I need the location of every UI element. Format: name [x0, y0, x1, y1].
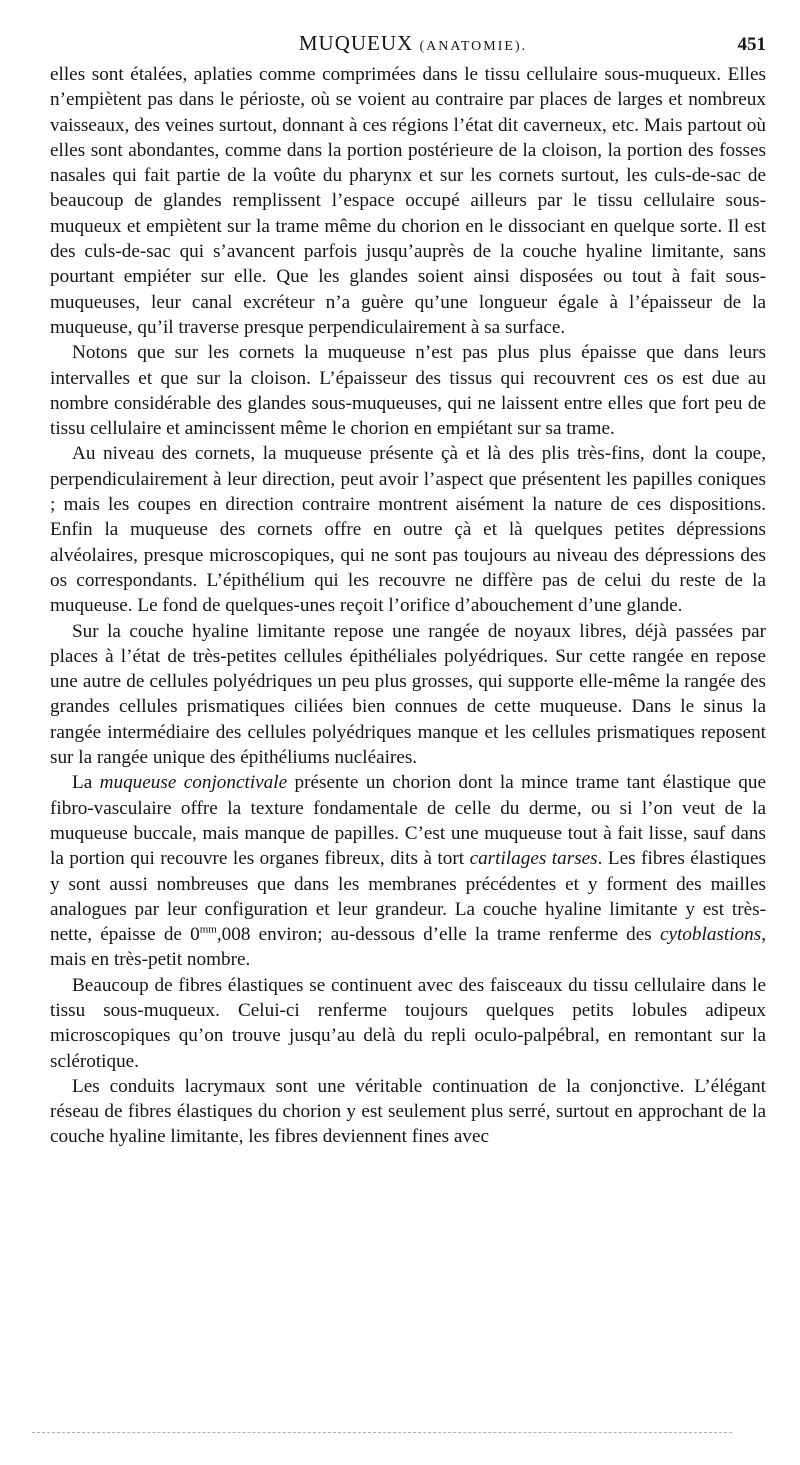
text-run: présente un chorion dont la mince trame tant élastique que fibro-vasculaire offre la texture fondamentale de celle du derme, ou si l’on veut de la muqueuse buccale, mais manque de papilles. C’est une muqueuse tout à fait lisse, sauf dans la portion qui recouvre les organes fibreux, dits à tort	[50, 772, 766, 870]
footer-rule	[32, 1432, 732, 1433]
paragraph	[50, 770, 766, 972]
italic-term: muqueuse conjonctivale	[99, 772, 288, 794]
text-run: La	[72, 772, 100, 794]
paragraph	[50, 1074, 766, 1150]
italic-term: cartilages tarses	[469, 848, 598, 870]
paragraph	[50, 441, 766, 618]
text-run: Beaucoup de fibres élastiques se continuent avec des faisceaux du tissu cellulaire dans le tissu sous-muqueux. Celui-ci renferme toujours quelques petits lobules adipeux microscopiques qu’on trouve jusqu’au delà du repli oculo-palpébral, en remontant sur la sclérotique.	[50, 974, 766, 1072]
text-run: ,008 environ; au-dessous d’elle la trame renferme des	[216, 924, 660, 946]
paragraph	[50, 62, 766, 340]
italic-term: cytoblastions	[659, 924, 762, 946]
text-run: Notons que sur les cornets la muqueuse n’est pas plus plus épaisse que dans leurs intervalles et que sur la cloison. L’épaisseur des tissus qui recouvrent ces os est due au nombre considérable des glandes sous-muqueuses, qui ne laissent entre elles que fort peu de tissu cellulaire et amincissent même le chorion en empiétant sur sa trame.	[50, 342, 766, 440]
page-header	[60, 28, 766, 58]
paragraph	[50, 619, 766, 771]
running-title-main: MUQUEUX	[298, 31, 414, 55]
running-title-sub: (ANATOMIE).	[419, 39, 528, 54]
body-text	[50, 62, 766, 1150]
text-run: . Les fibres élastiques y sont aussi nombreuses que dans les membranes précédentes et y forment des mailles analogues par leur configuration et leur grandeur. La couche hyaline limitante y est très-nette, épaisse de 0	[50, 848, 766, 946]
text-run: Au niveau des cornets, la muqueuse présente çà et là des plis très-fins, dont la coupe, perpendiculairement à leur direction, peut avoir l’aspect que présentent les papilles coniques ; mais les coupes en direction contraire montrent aisément la nature de ces dispositions. Enfin la muqueuse des cornets offre en outre çà et là quelques petites dépressions alvéolaires, presque microscopiques, qui ne sont pas toujours au niveau des dépressions des os correspondants. L’épithélium qui les recouvre ne diffère pas de celui du reste de la muqueuse. Le fond de quelques-unes reçoit l’orifice d’abouchement d’une glande.	[50, 443, 766, 617]
unit-superscript: mm	[199, 923, 217, 936]
text-run: elles sont étalées, aplaties comme comprimées dans le tissu cellulaire sous-muqueux. Elles n’empiètent pas dans le périoste, où se voient au contraire par places de larges et nombreux vaisseaux, des veines surtout, donnant à ces régions l’état dit caverneux, etc. Mais partout où elles sont abondantes, comme dans la portion postérieure de la cloison, la portion des fosses nasales qui fait partie de la voûte du pharynx et sur les cornets surtout, les culs-de-sac de beaucoup de glandes remplissent l’espace occupé ailleurs par le tissu cellulaire sous-muqueux et empiètent sur la trame même du chorion en le dissociant en quelque sorte. Il est des culs-de-sac qui s’avancent parfois jusqu’auprès de la couche hyaline limitante, sans pourtant empiéter sur elle. Que les glandes soient ainsi disposées ou tout à fait sous-muqueuses, leur canal excréteur n’a guère qu’une longueur égale à l’épaisseur de la muqueuse, qu’il traverse presque perpendiculairement à sa surface.	[50, 64, 766, 338]
text-run: , mais en très-petit nombre.	[50, 924, 766, 971]
text-run: Sur la couche hyaline limitante repose une rangée de noyaux libres, déjà passées par places à l’état de très-petites cellules épithéliales polyédriques. Sur cette rangée en repose une autre de cellules polyédriques un peu plus grosses, qui supporte elle-même la rangée des grandes cellules prismatiques ciliées bien connues de cette muqueuse. Dans le sinus la rangée intermédiaire des cellules polyédriques manque et les cellules prismatiques reposent sur la rangée unique des épithéliums nucléaires.	[50, 620, 766, 769]
page-number: 451	[737, 34, 766, 55]
running-title	[60, 31, 766, 56]
text-run: Les conduits lacrymaux sont une véritable continuation de la conjonctive. L’élégant réseau de fibres élastiques du chorion y est seulement plus serré, surtout en approchant de la couche hyaline limitante, les fibres deviennent fines avec	[50, 1075, 766, 1148]
paragraph	[50, 340, 766, 441]
paragraph	[50, 973, 766, 1074]
